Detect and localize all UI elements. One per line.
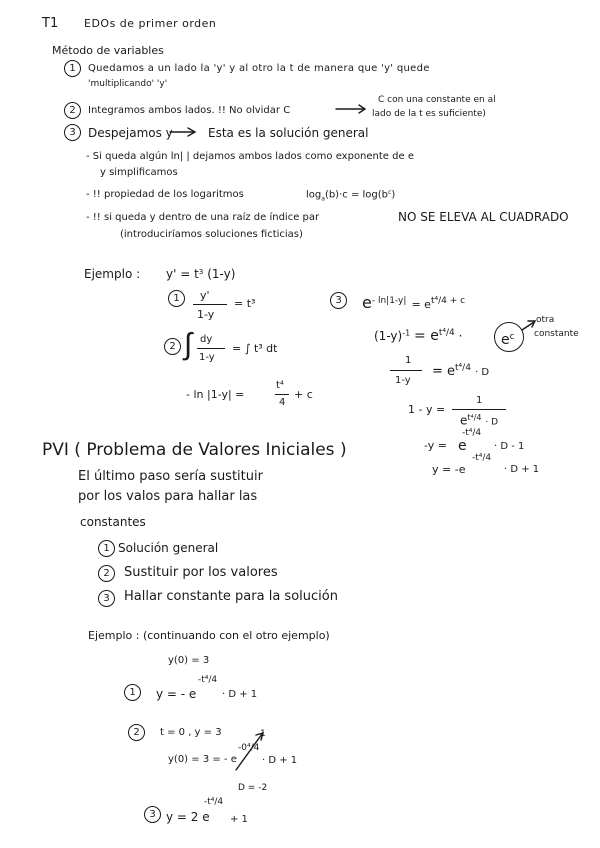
arrow-to-constant-icon	[522, 322, 534, 330]
pvi-step-3-marker: 3	[98, 590, 115, 607]
ex2-s2-exp: -0⁴/4	[238, 743, 260, 753]
integral-sign-icon: ∫	[184, 327, 193, 362]
ex1-step-1-marker: 1	[168, 290, 185, 307]
topic-number: T1	[42, 16, 59, 31]
ex2-step-2-marker: 2	[128, 724, 145, 741]
ex1-note-other-1: otra	[536, 315, 555, 325]
method-step-1-cont: 'multiplicando' 'y'	[88, 79, 168, 89]
method-step-2-note-1: C con una constante en al	[378, 95, 496, 105]
integral-brace-icon	[228, 362, 248, 374]
bullet-1: - Si queda algún ln| | dejamos ambos lados como exponente de e	[86, 151, 414, 162]
arrow-head-note-icon	[359, 105, 365, 113]
example-2-condition: y(0) = 3	[168, 655, 210, 666]
ex1-s2-frac-bar	[275, 394, 289, 395]
pvi-step-1-marker: 1	[98, 540, 115, 557]
ex1-s3-l5-exp: -t⁴/4	[462, 428, 482, 438]
method-title: Método de variables	[52, 44, 164, 57]
ex1-s3-l3-bar	[390, 370, 422, 371]
ex1-s3-l4-top: 1	[476, 395, 483, 406]
ex2-s2-tail: · D + 1	[262, 755, 298, 766]
pvi-step-1: Solución general	[118, 541, 219, 555]
ex1-s1-top: y'	[200, 289, 210, 302]
ex1-s1-rhs: = t³	[234, 297, 256, 310]
pvi-step-2: Sustituir por los valores	[124, 565, 278, 580]
arrow-head-constant-icon	[528, 321, 535, 327]
bullet-3-cont: (introduciríamos soluciones ficticias)	[120, 229, 303, 240]
ex2-s1-text: y = - e	[156, 687, 197, 701]
ex1-s3-line-1: $e^{- ln|1-y|} = e^{t^4/4 + c}$	[362, 293, 466, 312]
bullet-3-caps: NO SE ELEVA AL CUADRADO	[398, 210, 569, 224]
pvi-desc-1: El último paso sería sustituir	[78, 469, 263, 484]
ex1-s2-plus: + c	[294, 388, 313, 401]
ex1-s3-circled-e: $e^c$	[501, 332, 515, 348]
ex1-s2-result: - ln |1-y| =	[186, 388, 245, 401]
method-step-2-note-2: lado de la t es suficiente)	[372, 109, 486, 119]
ex1-s3-line-2: $(1-y)^{-1} = e^{t^4/4}$ ·	[374, 328, 463, 344]
arrow-head-solution-icon	[188, 128, 195, 136]
ex1-s3-l5-e: e	[458, 438, 467, 454]
example-2-label: Ejemplo : (continuando con el otro ejemplo)	[88, 629, 330, 642]
step-3-marker: 3	[64, 124, 81, 141]
ex1-step-3-marker: 3	[330, 292, 347, 309]
ex1-step-2-marker: 2	[164, 338, 181, 355]
ex1-s3-l6-tail: · D + 1	[504, 464, 540, 475]
ex1-s3-l6-lhs: y = -e	[432, 463, 466, 476]
ex2-s3-exp: -t⁴/4	[204, 797, 224, 807]
pvi-step-2-marker: 2	[98, 565, 115, 582]
ex1-s2-frac-top: t⁴	[276, 380, 284, 391]
ex2-s3-text: y = 2 e	[166, 810, 210, 824]
step-1-marker: 1	[64, 60, 81, 77]
pvi-step-3: Hallar constante para la solución	[124, 589, 338, 604]
bullet-2: - !! propiedad de los logaritmos	[86, 189, 244, 200]
pvi-desc-3: constantes	[80, 515, 146, 529]
pvi-title: PVI ( Problema de Valores Iniciales )	[42, 440, 347, 460]
method-step-3: Despejamos y	[88, 126, 173, 140]
constant-circle	[494, 322, 524, 352]
ex1-s3-l5-tail: · D - 1	[494, 441, 525, 452]
example-1-label: Ejemplo :	[84, 267, 141, 281]
ex1-s2-rhs: = ∫ t³ dt	[232, 342, 278, 355]
bullet-2-formula: $\log_a(b)\cdot c = \log(b^c)$	[306, 189, 396, 203]
method-step-3-result: Esta es la solución general	[208, 126, 369, 140]
ex2-s2-result: D = -2	[238, 783, 268, 793]
ex2-s2-text: t = 0 , y = 3	[160, 727, 222, 738]
bullet-3: - !! si queda y dentro de una raíz de índice par	[86, 212, 320, 223]
ex1-s3-l3-rhs: = $e^{t^4/4} \cdot D$	[432, 363, 490, 379]
ex1-s3-l4-bar	[452, 409, 506, 410]
pvi-desc-2: por los valos para hallar las	[78, 489, 258, 504]
ex2-step-3-marker: 3	[144, 806, 161, 823]
ex1-s3-l5-lhs: -y =	[424, 439, 447, 452]
ex2-s1-exp: -t⁴/4	[198, 675, 218, 685]
ex1-s2-bottom: 1-y	[199, 352, 215, 363]
ex2-s3-tail: + 1	[230, 814, 248, 825]
ex1-s1-bar	[193, 304, 227, 305]
ex2-step-1-marker: 1	[124, 684, 141, 701]
ex1-s2-frac-bottom: 4	[279, 397, 286, 408]
ex1-s3-l6-exp: -t⁴/4	[472, 453, 492, 463]
example-1-equation: $y' = t^3$ (1-y)	[166, 267, 236, 281]
ex1-s2-top: dy	[200, 334, 213, 345]
ex2-s2-one: 1	[260, 729, 266, 739]
ex1-s1-bottom: 1-y	[197, 308, 215, 321]
ex1-note-other-2: constante	[534, 329, 579, 339]
step-2-marker: 2	[64, 102, 81, 119]
ex2-s2-eq: y(0) = 3 = - e	[168, 754, 237, 765]
ex1-s2-bar	[197, 348, 225, 349]
method-step-2: Integramos ambos lados. !! No olvidar C	[88, 105, 291, 116]
method-step-1: Quedamos a un lado la 'y' y al otro la t de manera que 'y' quede	[88, 63, 430, 74]
bullet-1-cont: y simplificamos	[100, 167, 178, 178]
ex1-s3-l3-bottom: 1-y	[395, 375, 411, 386]
page-title: EDOs de primer orden	[84, 17, 217, 30]
ex1-s3-l4-bottom: $e^{t^4/4} \cdot D$	[460, 413, 499, 428]
ex1-s3-l3-top: 1	[405, 355, 412, 366]
ex1-s3-l4-lhs: 1 - y =	[408, 403, 446, 416]
ex2-s1-tail: · D + 1	[222, 689, 258, 700]
